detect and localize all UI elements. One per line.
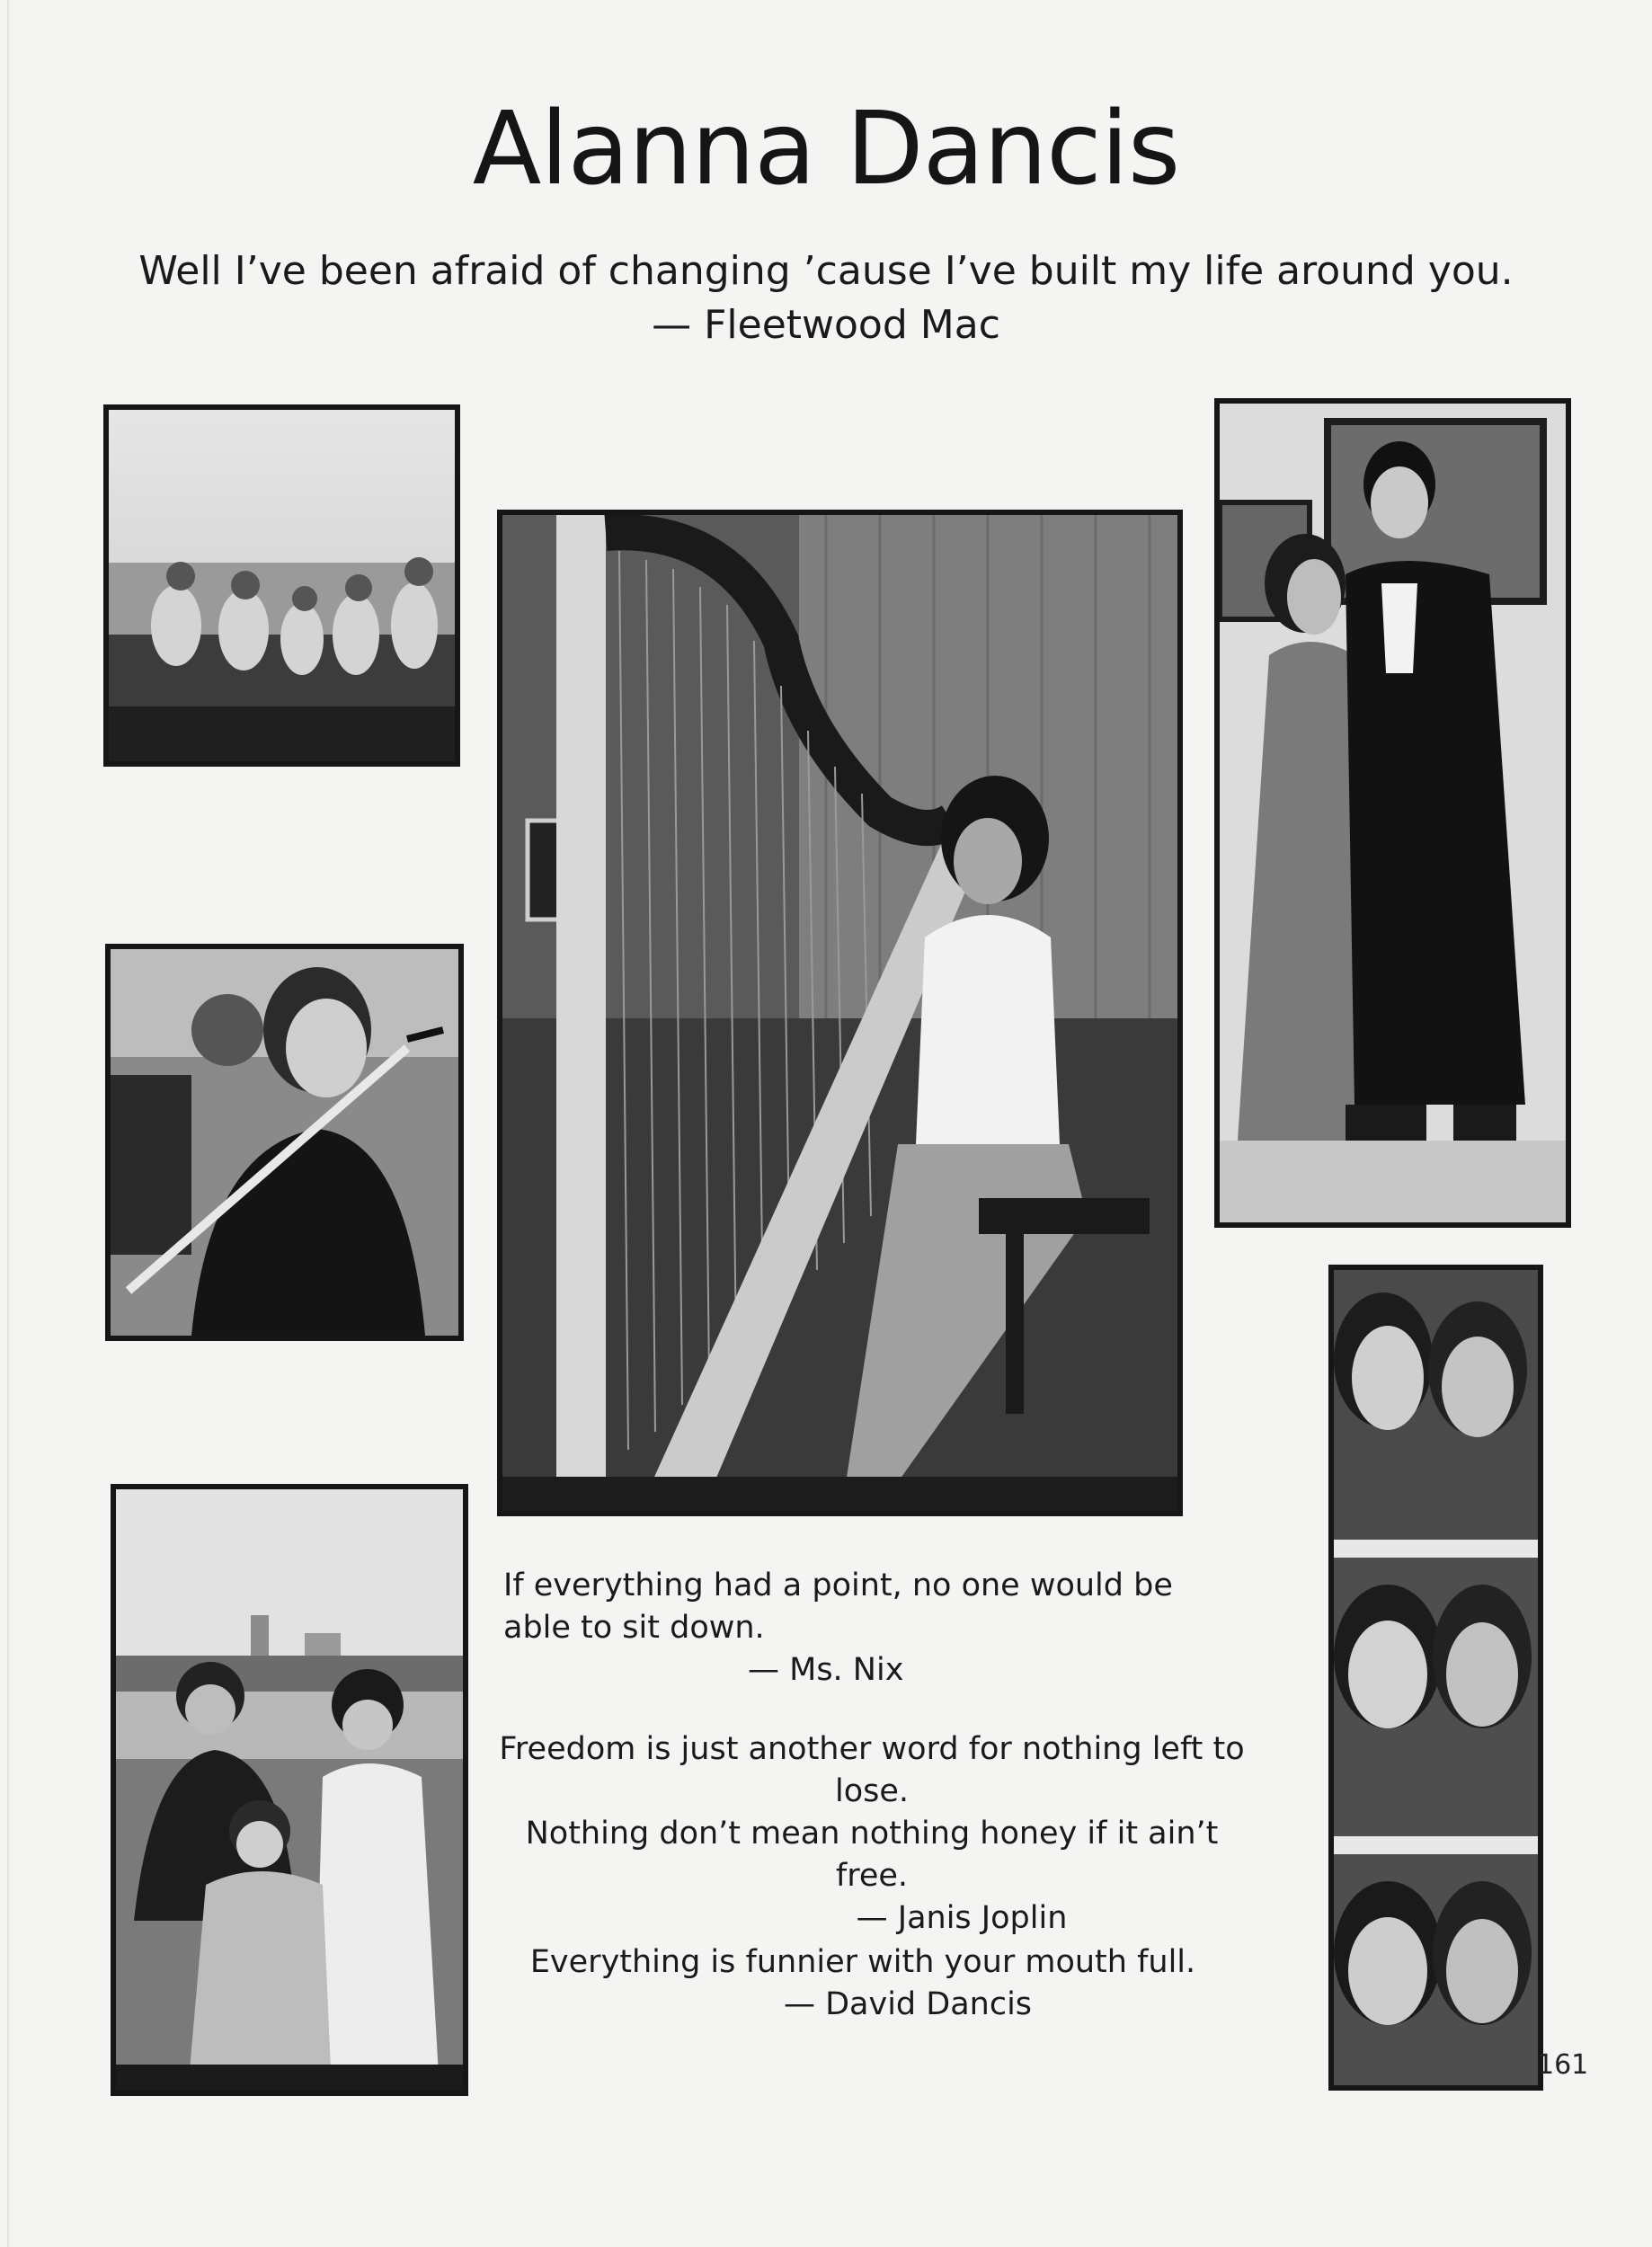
quote-ms-nix	[503, 1565, 1186, 1692]
quote-janis-joplin-attribution: — Janis Joplin	[856, 1900, 1068, 1936]
photo-friends-waterfront	[111, 1484, 468, 2096]
quote-david-dancis-line1: Everything is funnier with your mouth full.	[529, 1944, 1196, 1980]
page-number: 161	[1537, 2049, 1589, 2081]
quote-ms-nix-attribution: — Ms. Nix	[748, 1652, 904, 1688]
photo-booth-strip	[1328, 1265, 1543, 2091]
quote-janis-joplin	[485, 1728, 1258, 1940]
top-quote-attribution: — Fleetwood Mac	[652, 302, 1000, 348]
quote-janis-joplin-line1: Freedom is just another word for nothing left to lose.	[499, 1731, 1245, 1809]
page-title: Alanna Dancis	[472, 91, 1180, 208]
photo-prom-couple	[1214, 398, 1571, 1228]
quote-david-dancis-attribution: — David Dancis	[783, 1986, 1033, 2022]
top-quote	[0, 244, 1652, 352]
quote-janis-joplin-line2: Nothing don’t mean nothing honey if it ain’t free.	[525, 1816, 1219, 1894]
top-quote-text: Well I’ve been afraid of changing ’cause I’ve built my life around you.	[138, 248, 1514, 294]
photo-flute-player	[105, 944, 464, 1341]
quote-david-dancis	[503, 1941, 1222, 2026]
quote-ms-nix-line1: If everything had a point, no one would be	[503, 1568, 1173, 1603]
quote-ms-nix-line2: able to sit down.	[503, 1610, 765, 1646]
photo-harp-player	[497, 510, 1183, 1516]
photo-group-friends	[103, 404, 460, 767]
